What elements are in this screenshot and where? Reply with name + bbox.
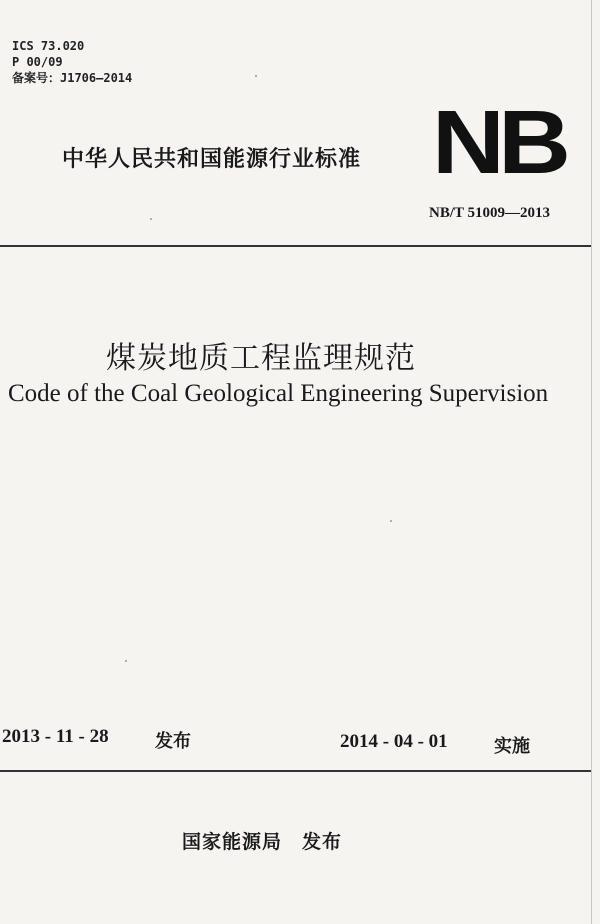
filing-number: 备案号：J1706—2014 (12, 71, 133, 85)
standard-number: NB/T 51009—2013 (429, 205, 550, 221)
classification-block (12, 38, 132, 86)
english-title: Code of the Coal Geological Engineering Supervision (8, 380, 549, 407)
scan-speck (125, 660, 127, 662)
implementation-label: 实施 (494, 736, 530, 757)
scan-speck (255, 75, 257, 77)
page-edge (591, 0, 592, 924)
org-title: 中华人民共和国能源行业标准 (62, 147, 362, 172)
issue-date: 2013 - 11 - 28 (2, 726, 109, 747)
bottom-divider (0, 770, 592, 772)
publisher: 国家能源局 发布 (182, 831, 343, 853)
implementation-date: 2014 - 04 - 01 (340, 731, 448, 752)
scan-speck (150, 218, 152, 220)
ics-code: ICS 73.020 (12, 39, 85, 53)
nb-logo: NB (432, 93, 565, 193)
chinese-title: 煤炭地质工程监理规范 (106, 341, 416, 376)
top-divider (0, 245, 592, 247)
issue-label: 发布 (155, 731, 191, 752)
category-code: P 00/09 (12, 55, 63, 69)
scan-speck (390, 520, 392, 522)
